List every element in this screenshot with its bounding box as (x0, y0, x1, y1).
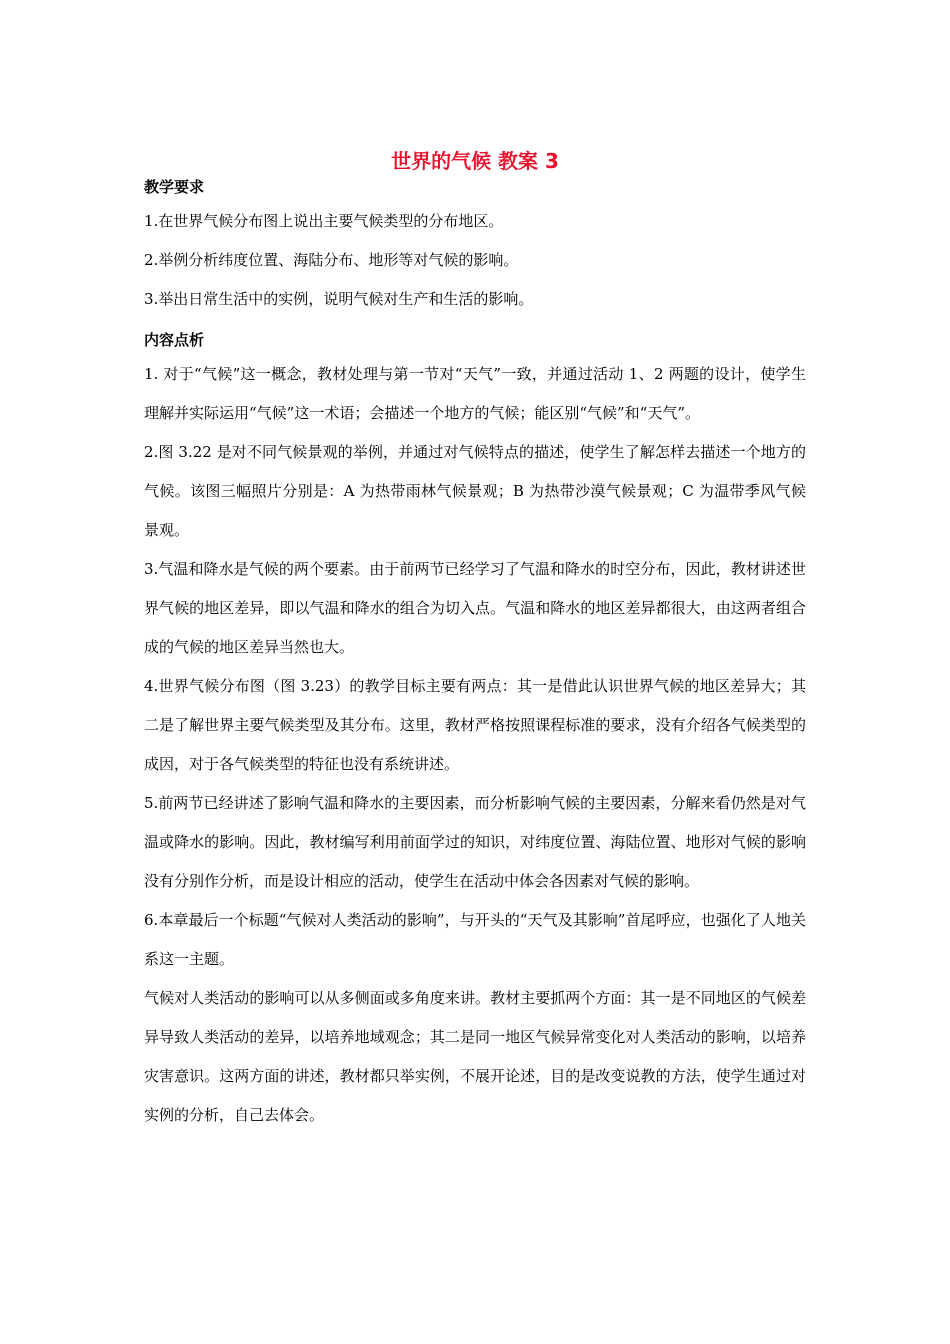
paragraph: 5.前两节已经讲述了影响气温和降水的主要因素，而分析影响气候的主要因素，分解来看仍然是对气温或降水的影响。因此，教材编写利用前面学过的知识，对纬度位置、海陆位置、地形对气候的影响没有分别作分析，而是设计相应的活动，使学生在活动中体会各因素对气候的影响。 (144, 794, 806, 890)
paragraph: 1.在世界气候分布图上说出主要气候类型的分布地区。 (144, 212, 504, 230)
document-body (144, 172, 806, 1135)
section-content-analysis (144, 325, 806, 1135)
document-title: 世界的气候 教案 3 (391, 149, 559, 173)
paragraph: 3.举出日常生活中的实例，说明气候对生产和生活的影响。 (144, 290, 534, 308)
section-teaching-requirements (144, 172, 806, 319)
paragraph: 3.气温和降水是气候的两个要素。由于前两节已经学习了气温和降水的时空分布，因此，教材讲述世界气候的地区差异，即以气温和降水的组合为切入点。气温和降水的地区差异都很大，由这两者组合成的气候的地区差异当然也大。 (144, 560, 806, 656)
paragraph: 4.世界气候分布图（图 3.23）的教学目标主要有两点：其一是借此认识世界气候的地区差异大；其二是了解世界主要气候类型及其分布。这里，教材严格按照课程标准的要求，没有介绍各气候类型的成因，对于各气候类型的特征也没有系统讲述。 (144, 677, 806, 773)
section-heading: 内容点析 (144, 331, 205, 349)
paragraph: 6.本章最后一个标题“气候对人类活动的影响”，与开头的“天气及其影响”首尾呼应，也强化了人地关系这一主题。 (144, 911, 806, 968)
paragraph: 2.图 3.22 是对不同气候景观的举例，并通过对气候特点的描述，使学生了解怎样去描述一个地方的气候。该图三幅照片分别是：A 为热带雨林气候景观；B 为热带沙漠气候景观；C 为温带季风气候景观。 (144, 443, 806, 539)
section-heading: 教学要求 (144, 178, 205, 196)
paragraph: 气候对人类活动的影响可以从多侧面或多角度来讲。教材主要抓两个方面：其一是不同地区的气候差异导致人类活动的差异，以培养地域观念；其二是同一地区气候异常变化对人类活动的影响，以培养灾害意识。这两方面的讲述，教材都只举实例，不展开论述，目的是改变说教的方法，使学生通过对实例的分析，自己去体会。 (144, 989, 806, 1124)
paragraph: 1. 对于“气候”这一概念，教材处理与第一节对“天气”一致，并通过活动 1、2 两题的设计，使学生理解并实际运用“气候”这一术语；会描述一个地方的气候；能区别“气候”和“天气”。 (144, 365, 806, 422)
paragraph: 2.举例分析纬度位置、海陆分布、地形等对气候的影响。 (144, 251, 519, 269)
